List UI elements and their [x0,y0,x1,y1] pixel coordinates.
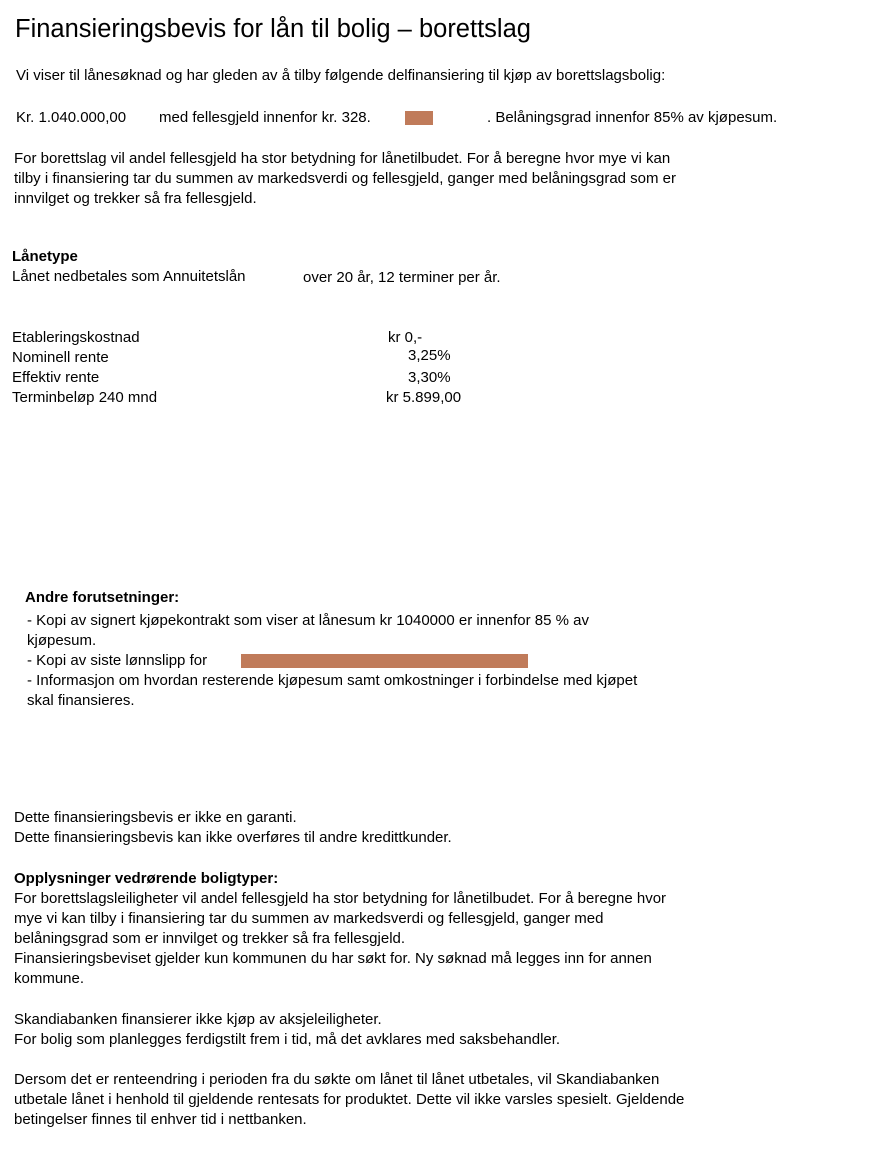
note-line: For borettslag vil andel fellesgjeld ha stor betydning for lånetilbudet. For å beregne hvor mye vi kan [14,150,671,167]
shared-debt-text: med fellesgjeld innenfor kr. 328. [159,109,371,126]
rate-change-line: Dersom det er renteendring i perioden fra du søkte om lånet til lånet utbetales, vil Skandiabanken [14,1071,660,1088]
cost-value: kr 5.899,00 [386,389,462,406]
note-line: tilby i finansiering tar du summen av markedsverdi og fellesgjeld, ganger med belåningsgrad som er [14,170,677,187]
redacted-shared-debt [405,111,433,125]
borettslag-note [14,149,676,209]
loan-type-heading: Lånetype [12,248,78,265]
condition-line: skal finansieres. [27,692,135,709]
disclaimers [14,808,452,848]
housing-info-text [14,889,666,989]
loan-amount: Kr. 1.040.000,00 [16,109,127,126]
cost-label: Etableringskostnad [12,329,140,346]
rate-change-line: utbetale lånet i henhold til gjeldende rentesats for produktet. Dette vil ikke varsles spesielt. Gjeldende [14,1091,685,1108]
shares-info [14,1010,560,1050]
loan-type-text-b: over 20 år, 12 terminer per år. [303,269,501,286]
cost-value: 3,30% [408,369,451,386]
disclaimer-line: Dette finansieringsbevis kan ikke overføres til andre kredittkunder. [14,829,452,846]
shares-line: Skandiabanken finansierer ikke kjøp av aksjeleiligheter. [14,1011,382,1028]
housing-info-line: belåningsgrad som er innvilget og trekker så fra fellesgjeld. [14,930,406,947]
condition-line: kjøpesum. [27,632,97,649]
housing-info-heading: Opplysninger vedrørende boligtyper: [14,870,279,887]
cost-value: kr 0,- [388,329,423,346]
cost-label: Terminbeløp 240 mnd [12,389,158,406]
cost-label: Effektiv rente [12,369,100,386]
shares-line: For bolig som planlegges ferdigstilt frem i tid, må det avklares med saksbehandler. [14,1031,561,1048]
disclaimer-line: Dette finansieringsbevis er ikke en garanti. [14,809,297,826]
other-conditions-heading: Andre forutsetninger: [25,589,180,606]
condition-line: - Informasjon om hvordan resterende kjøpesum samt omkostninger i forbindelse med kjøpet [27,672,638,689]
redacted-name [241,654,528,668]
housing-info-line: Finansieringsbeviset gjelder kun kommunen du har søkt for. Ny søknad må legges inn for annen [14,950,652,967]
cost-label: Nominell rente [12,349,109,366]
rate-change-line: betingelser finnes til enhver tid i nettbanken. [14,1111,307,1128]
housing-info-line: kommune. [14,970,85,987]
ltv-text: . Belåningsgrad innenfor 85% av kjøpesum. [487,109,778,126]
note-line: innvilget og trekker så fra fellesgjeld. [14,190,257,207]
document-title: Finansieringsbevis for lån til bolig – borettslag [15,15,531,43]
intro-text: Vi viser til lånesøknad og har gleden av å tilby følgende delfinansiering til kjøp av borettslagsbolig: [16,67,666,84]
rate-change-info [14,1070,684,1130]
housing-info-line: For borettslagsleiligheter vil andel fellesgjeld ha stor betydning for lånetilbudet. For å beregne hvor [14,890,667,907]
cost-value: 3,25% [408,347,451,364]
condition-line: - Kopi av siste lønnslipp for [27,652,208,669]
condition-line: - Kopi av signert kjøpekontrakt som viser at lånesum kr 1040000 er innenfor 85 % av [27,612,589,629]
housing-info-line: mye vi kan tilby i finansiering tar du summen av markedsverdi og fellesgjeld, ganger med [14,910,604,927]
loan-type-text-a: Lånet nedbetales som Annuitetslån [12,268,246,285]
